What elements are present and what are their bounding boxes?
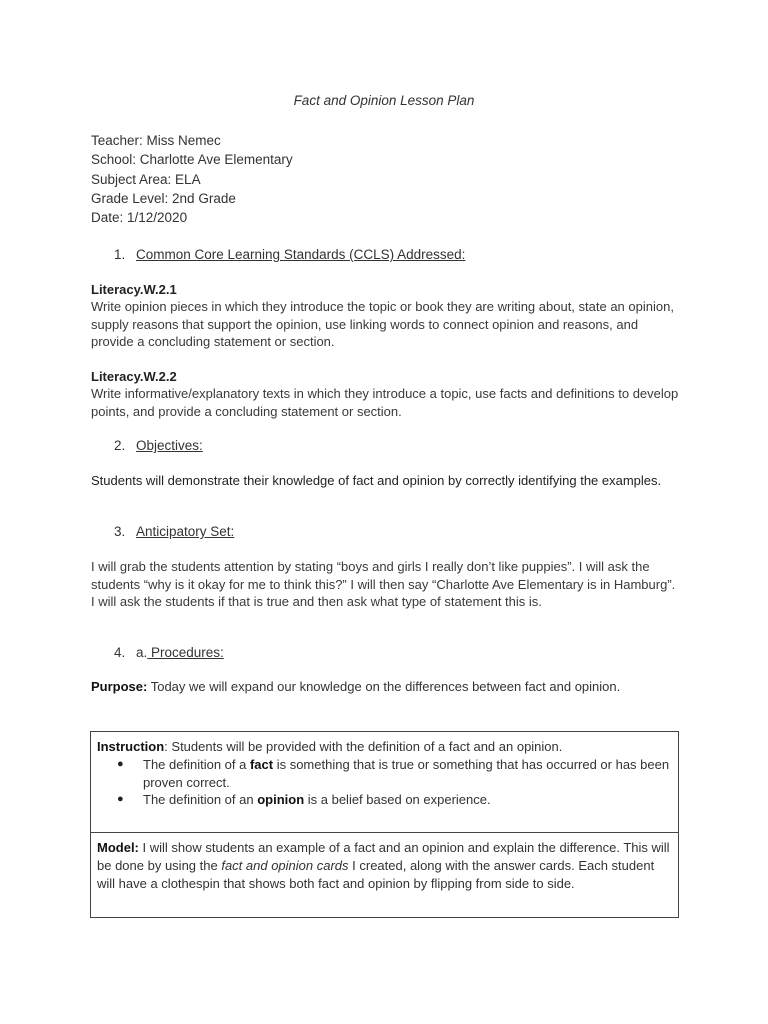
bullet-text-post: is something that is true or something that has occurred or has been proven correct. [143, 756, 670, 790]
model-text-b: I created, along with the answer cards. Each student will have a clothespin that shows both fact and opinion by flipping from side to side. [97, 857, 655, 891]
teacher-info-block [91, 131, 293, 227]
instruction-label: Instruction [97, 739, 165, 754]
model-text-a: I will show students an example of a fact and an opinion and explain the difference. This will be done by using the [97, 840, 670, 873]
bullet-text-pre: The definition of an [143, 792, 258, 808]
section-prefix: a. [136, 645, 148, 660]
table-row [91, 732, 679, 833]
bullet-icon: ● [117, 757, 124, 770]
purpose-line [91, 679, 620, 694]
school-line: School: Charlotte Ave Elementary [91, 152, 293, 168]
bullet-text-pre: The definition of a [143, 756, 250, 772]
standard-code: Literacy.W.2.2 [91, 369, 177, 384]
section-number: 1. [114, 247, 126, 262]
section-label: Common Core Learning Standards (CCLS) Addressed: [136, 247, 466, 262]
teacher-line: Teacher: Miss Nemec [91, 133, 221, 148]
section-heading-objectives [114, 438, 203, 453]
section-number: 3. [114, 524, 126, 539]
bullet-text [143, 756, 672, 792]
section-label: Anticipatory Set: [136, 524, 235, 539]
purpose-label: Purpose: [91, 679, 148, 694]
document-title: Fact and Opinion Lesson Plan [293, 93, 475, 108]
section-number: 4. [114, 645, 126, 660]
table-row [91, 833, 679, 918]
bullet-term: fact [249, 756, 274, 772]
section-label: Objectives: [136, 438, 203, 453]
subject-line: Subject Area: ELA [91, 171, 201, 187]
bullet-text [143, 791, 672, 809]
list-item [117, 756, 672, 792]
objectives-text: Students will demonstrate their knowledge of fact and opinion by correctly identifying the examples. [91, 473, 662, 488]
anticipatory-set-text: I will grab the students attention by stating “boys and girls I really don’t like puppies”. I will ask the students “why is it okay for me to think this?” I will then say “Charlotte Ave Elementary is in Hamburg”. I will ask the students if that is true and then ask what type of statement this is. [91, 559, 676, 610]
standard-text: Write informative/explanatory texts in which they introduce a topic, use facts and definitions to develop points, and provide a concluding statement or section. [91, 386, 679, 419]
model-text-italic: fact and opinion cards [221, 857, 349, 873]
section-label: Procedures: [147, 645, 224, 660]
bullet-term: opinion [257, 792, 305, 808]
instruction-cell [91, 732, 679, 833]
procedures-table [90, 731, 679, 918]
section-heading-procedures [114, 645, 224, 660]
grade-line: Grade Level: 2nd Grade [91, 190, 236, 206]
instruction-intro [97, 738, 672, 756]
section-heading-anticipatory-set [114, 524, 234, 539]
section-number: 2. [114, 438, 126, 453]
bullet-icon: ● [117, 793, 124, 806]
bullet-text-post: is a belief based on experience. [304, 792, 491, 808]
standard-text: Write opinion pieces in which they introduce the topic or book they are writing about, state an opinion, supply reasons that support the opinion, use linking words to connect opinion and reasons, and provide a concluding statement or section. [91, 299, 674, 350]
standard-code: Literacy.W.2.1 [91, 282, 177, 297]
list-item [117, 791, 672, 809]
purpose-text: Today we will expand our knowledge on the differences between fact and opinion. [147, 679, 621, 694]
model-cell [91, 833, 679, 918]
date-line: Date: 1/12/2020 [91, 210, 188, 226]
section-heading-ccls [114, 247, 465, 262]
model-label: Model: [97, 840, 139, 855]
instruction-text: : Students will be provided with the definition of a fact and an opinion. [164, 739, 563, 754]
